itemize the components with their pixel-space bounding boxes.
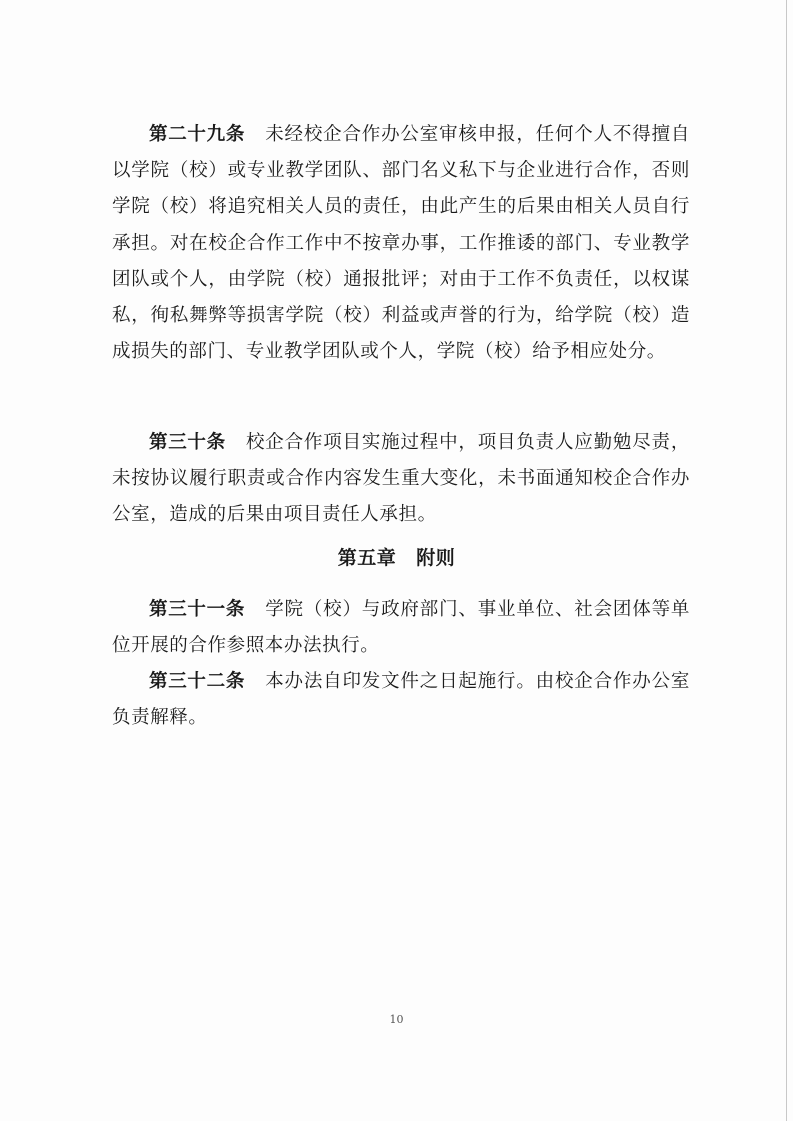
chapter-title <box>0 540 793 576</box>
page-number: 10 <box>389 1013 404 1026</box>
article-31-heading: 第三十一条 <box>149 599 246 620</box>
article-29-text: 未经校企合作办公室审核申报，任何个人不得擅自以学院（校）或专业教学团队、部门名义私下与企业进行合作，否则学院（校）将追究相关人员的责任，由此产生的后果由相关人员自行承担。对在校企合作工作中不按章办事，工作推诿的部门、专业教学团队或个人，由学院（校）通报批评；对由于工作不负责任，以权谋私，徇私舞弊等损害学院（校）利益或声誉的行为，给学院（校）造成损失的部门、专业教学团队或个人，学院（校）给予相应处分。 <box>112 124 690 363</box>
article-30-heading: 第三十条 <box>149 432 226 453</box>
chapter-number: 第五章 <box>337 547 397 569</box>
article-29-heading: 第二十九条 <box>149 124 246 145</box>
article-32-heading: 第三十二条 <box>149 671 246 692</box>
article-31-text: 学院（校）与政府部门、事业单位、社会团体等单位开展的合作参照本办法执行。 <box>112 599 690 657</box>
chapter-name: 附则 <box>416 547 456 569</box>
article-30-text: 校企合作项目实施过程中，项目负责人应勤勉尽责，未按协议履行职责或合作内容发生重大变化，未书面通知校企合作办公室，造成的后果由项目责任人承担。 <box>112 432 690 526</box>
article-29 <box>112 117 690 370</box>
article-32 <box>112 664 690 736</box>
article-32-text: 本办法自印发文件之日起施行。由校企合作办公室负责解释。 <box>112 671 690 729</box>
article-30 <box>112 425 690 534</box>
article-31 <box>112 592 690 664</box>
